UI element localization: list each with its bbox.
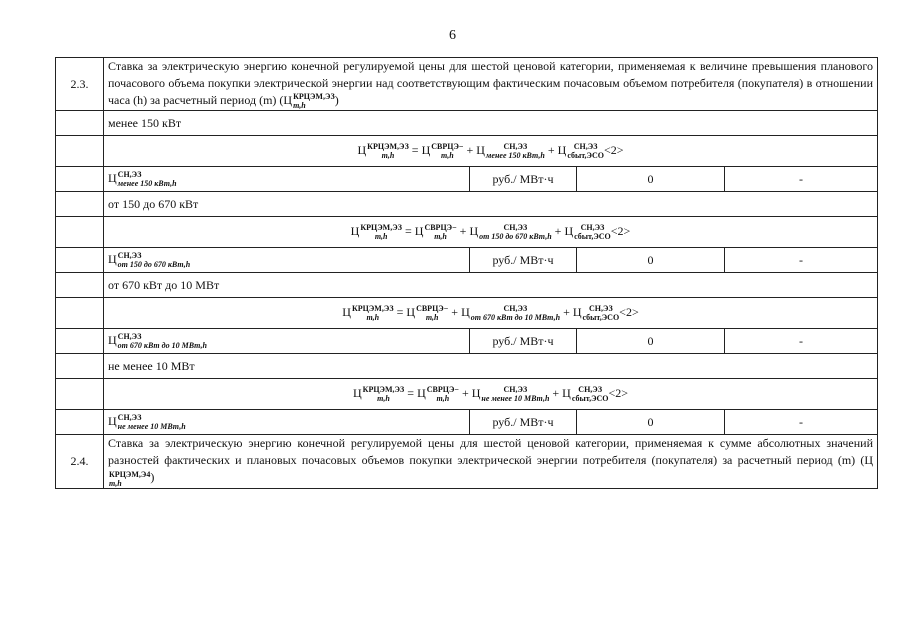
formula-row [56,379,878,410]
variable-name: Ц СН,ЭЗ от 150 до 670 кВт,h [104,248,470,273]
row-number: 2.3. [56,58,104,111]
group-label: от 670 кВт до 10 МВт [104,273,878,298]
formula: Ц КРЦЭМ,ЭЗ m,h = Ц СВРЦЭ− m,h + Ц СН,ЭЗ от 150 до 670 кВт,h + Ц СН,ЭЗ сбыт,ЭСО <2> [104,217,878,248]
footnote-ref: <2> [619,305,639,319]
unit-cell: руб./ МВт·ч [470,329,577,354]
desc-end: ) [334,93,339,107]
dash-cell: - [725,167,878,192]
footnote-ref: <2> [608,386,629,400]
dash-cell: - [725,248,878,273]
variable-row [56,167,878,192]
group-label-row [56,354,878,379]
description-text: Ставка за электрическую энергию конечной регулируемой цены для шестой ценовой категории, применяемая к величине превышения планового почасового объема покупки электрической энергии над соответствующим фактическим почасовым объемом потребителя (покупателя) в отношении часа (h) за расчетный период (m) (Ц [108,59,874,107]
group-label-row [56,273,878,298]
variable-name: Ц СН,ЭЗ от 670 кВт до 10 МВт,h [104,329,470,354]
desc-superscript: КРЦЭМ,ЭЗ [293,92,335,102]
desc-subscript: m,h [293,101,306,111]
unit-cell: руб./ МВт·ч [470,248,577,273]
row-description [104,435,878,488]
tariff-table [55,57,878,489]
value-cell: 0 [577,329,725,354]
group-label: менее 150 кВт [104,111,878,136]
desc-superscript: КРЦЭМ,Э4 [109,469,151,479]
formula-row [56,298,878,329]
value-cell: 0 [577,167,725,192]
variable-row [56,410,878,435]
page-number: 6 [449,28,456,43]
description-text: Ставка за электрическую энергию конечной регулируемой цены для шестой ценовой категории, применяемая к сумме абсолютных значений разностей фактических и плановых почасовых объемов покупки электрической энергии потребителя (покупателя) за расчетный период (m) (Ц [108,436,874,468]
variable-name: Ц СН,ЭЗ менее 150 кВт,h [104,167,470,192]
desc-end: ) [150,470,155,485]
dash-cell: - [725,410,878,435]
footnote-ref: <2> [603,143,624,157]
row-2-3 [56,58,878,111]
formula-row [56,136,878,167]
row-description [104,58,878,111]
formula-row [56,217,878,248]
variable-row [56,248,878,273]
formula: Ц КРЦЭМ,ЭЗ m,h = Ц СВРЦЭ− m,h + Ц СН,ЭЗ не менее 10 МВт,h + Ц СН,ЭЗ сбыт,ЭСО <2> [104,379,878,410]
group-label-row [56,192,878,217]
formula: Ц КРЦЭМ,ЭЗ m,h = Ц СВРЦЭ− m,h + Ц СН,ЭЗ менее 150 кВт,h + Ц СН,ЭЗ сбыт,ЭСО <2> [104,136,878,167]
group-label-row [56,111,878,136]
row-number: 2.4. [56,435,104,488]
formula: Ц КРЦЭМ,ЭЗ m,h = Ц СВРЦЭ− m,h + Ц СН,ЭЗ от 670 кВт до 10 МВт,h + Ц СН,ЭЗ сбыт,ЭСО <2> [104,298,878,329]
value-cell: 0 [577,410,725,435]
dash-cell: - [725,329,878,354]
variable-row [56,329,878,354]
group-label: не менее 10 МВт [104,354,878,379]
desc-subscript: m,h [109,478,122,488]
unit-cell: руб./ МВт·ч [470,410,577,435]
group-label: от 150 до 670 кВт [104,192,878,217]
row-2-4 [56,435,878,488]
footnote-ref: <2> [610,224,631,238]
variable-name: Ц СН,ЭЗ не менее 10 МВт,h [104,410,470,435]
value-cell: 0 [577,248,725,273]
unit-cell: руб./ МВт·ч [470,167,577,192]
